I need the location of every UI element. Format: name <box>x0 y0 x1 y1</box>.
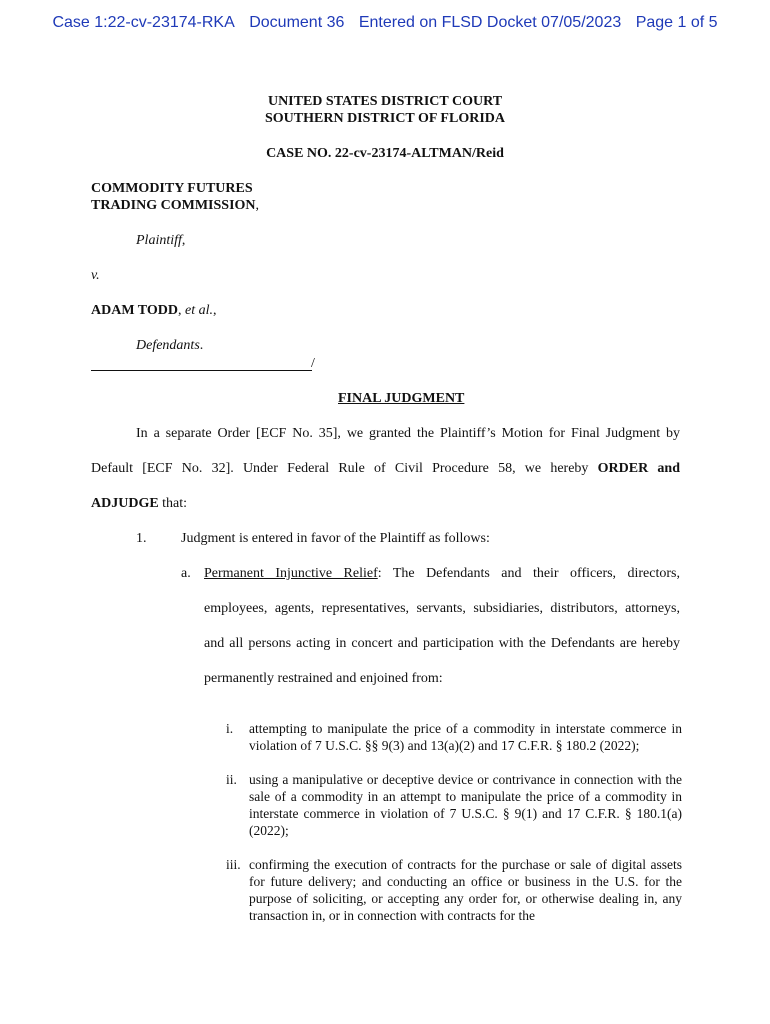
defendant-role-punct: . <box>199 338 204 353</box>
item-a-line-3: and all persons acting in concert and participation with the Defendants are hereby <box>204 636 680 651</box>
intro-line-2 <box>91 461 680 477</box>
plaintiff-role-text: Plaintiff <box>136 233 182 248</box>
item-1-text: Judgment is entered in favor of the Plaintiff as follows: <box>181 531 490 546</box>
subitem-ii <box>226 771 682 839</box>
stamp-case-number: Case 1:22-cv-23174-RKA <box>52 14 235 31</box>
item-a-line-4: permanently restrained and enjoined from: <box>204 671 443 686</box>
plaintiff-role <box>136 233 185 249</box>
document-title: FINAL JUDGMENT <box>338 391 465 406</box>
item-a-heading: Permanent Injunctive Relief <box>204 566 378 581</box>
defendant-etal: et al. <box>185 303 213 318</box>
intro-line-1: In a separate Order [ECF No. 35], we granted the Plaintiff’s Motion for Final Judgment by <box>136 426 680 441</box>
intro-line-2-text: Default [ECF No. 32]. Under Federal Rule of Civil Procedure 58, we hereby <box>91 461 598 476</box>
item-1-number: 1. <box>136 531 147 546</box>
subitem-iii <box>226 856 682 924</box>
subitem-i <box>226 720 682 754</box>
subitem-ii-text: using a manipulative or deceptive device or contrivance in connection with the sale of a commodity in an attempt to manipulate the price of a commodity in interstate commerce in violation of 7 U.S.C. § 9(1) and 17 C.F.R. § 180.1(a) (2022); <box>249 772 682 838</box>
case-number: CASE NO. 22-cv-23174-ALTMAN/Reid <box>266 146 504 161</box>
caption-slash: / <box>311 356 315 371</box>
defendant-role <box>136 338 203 354</box>
subitem-i-number: i. <box>226 721 234 736</box>
defendant-name-text: ADAM TODD <box>91 303 178 318</box>
item-a-line-1 <box>204 566 680 582</box>
intro-adjudge-bold: ADJUDGE <box>91 496 159 511</box>
stamp-page-number: Page 1 of 5 <box>635 14 718 31</box>
subitem-ii-number: ii. <box>226 772 237 787</box>
subitem-i-text: attempting to manipulate the price of a commodity in interstate commerce in violation of 7 U.S.C. §§ 9(3) and 13(a)(2) and 17 C.F.R. § 180.2 (2022); <box>249 721 682 753</box>
stamp-entered-date: Entered on FLSD Docket 07/05/2023 <box>358 14 622 31</box>
plaintiff-name-line2 <box>91 198 259 214</box>
court-district: SOUTHERN DISTRICT OF FLORIDA <box>265 111 505 126</box>
plaintiff-name-line1: COMMODITY FUTURES <box>91 181 253 196</box>
subitem-iii-text: confirming the execution of contracts for the purchase or sale of digital assets for future delivery; and conducting an office or business in the U.S. for the purpose of soliciting, or accepting any order for, or otherwise dealing in, any transaction in, or in connection with contracts for the <box>249 857 682 923</box>
versus: v. <box>91 268 100 283</box>
defendant-name <box>91 303 217 319</box>
caption-rule <box>91 370 312 371</box>
stamp-document-number: Document 36 <box>249 14 345 31</box>
item-a-letter: a. <box>181 566 191 581</box>
intro-order-bold: ORDER and <box>597 461 680 476</box>
defendant-name-separator: , <box>178 303 185 318</box>
docket-stamp <box>0 14 770 32</box>
intro-line-3-text: that: <box>158 496 188 511</box>
subitem-iii-number: iii. <box>226 857 241 872</box>
defendant-name-comma: , <box>213 303 217 318</box>
court-name: UNITED STATES DISTRICT COURT <box>267 94 503 109</box>
intro-line-3 <box>91 496 187 512</box>
plaintiff-name-comma: , <box>255 198 260 213</box>
item-a-line-2: employees, agents, representatives, servants, subsidiaries, distributors, attorneys, <box>204 601 680 616</box>
plaintiff-name-text: TRADING COMMISSION <box>91 198 256 213</box>
item-a-line-1-rest: : The Defendants and their officers, directors, <box>377 566 680 581</box>
defendant-role-text: Defendants <box>136 338 200 353</box>
plaintiff-role-punct: , <box>181 233 186 248</box>
